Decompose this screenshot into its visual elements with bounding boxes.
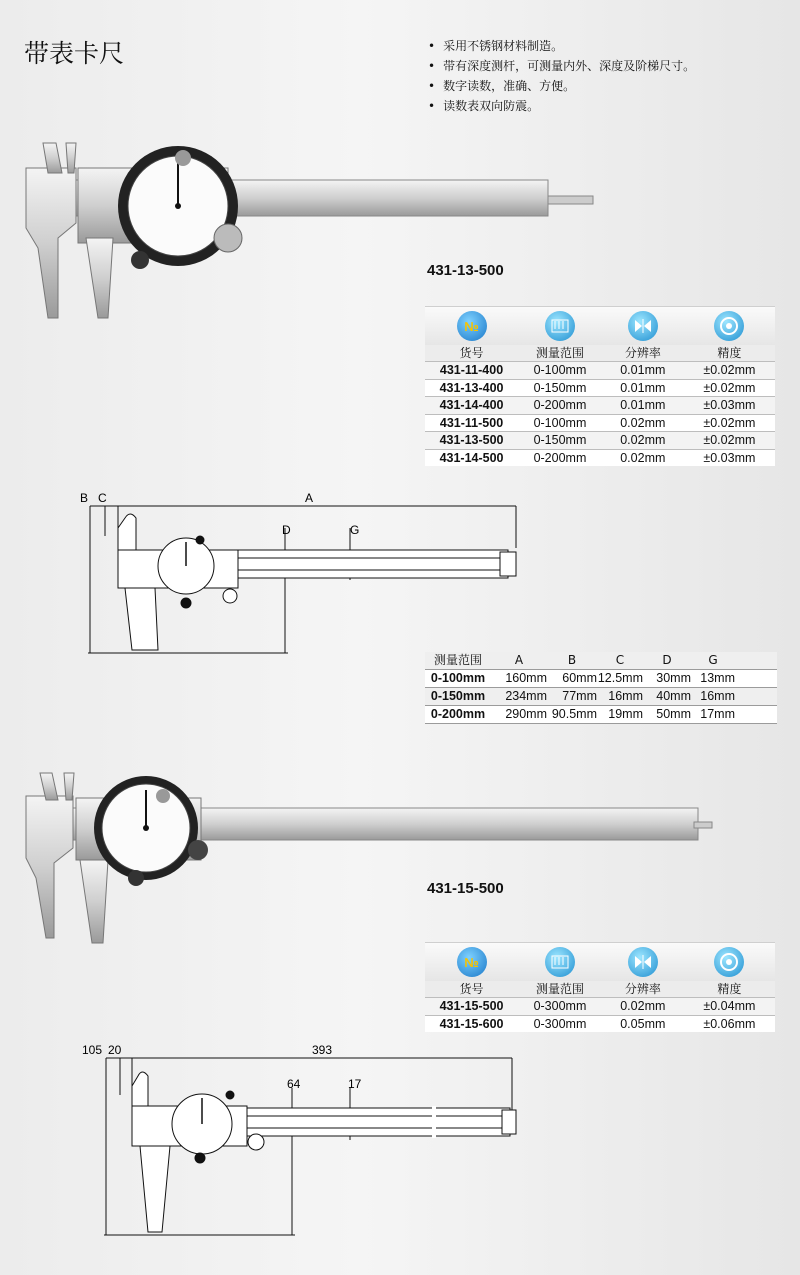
table-cell: 0-200mm — [430, 707, 486, 721]
table-cell: 60mm — [562, 671, 597, 685]
table-cell: 0.05mm — [620, 1016, 666, 1031]
dim-label-17: 17 — [348, 1077, 362, 1091]
dim-label-g: G — [350, 523, 360, 537]
number-icon: № — [457, 311, 487, 341]
column-header: 货号 — [459, 346, 484, 360]
spec-table-header — [425, 981, 775, 997]
model-number-1: 431-13-500 — [427, 262, 504, 279]
table-cell: 16mm — [700, 689, 735, 703]
table-cell: 0-100mm — [430, 671, 486, 685]
table-cell: ±0.02mm — [703, 433, 756, 447]
column-header: 测量范围 — [535, 982, 584, 996]
spec-icon-row — [425, 306, 775, 345]
table-cell: 测量范围 — [433, 653, 482, 667]
feature-item: • 采用不锈钢材料制造。 — [428, 36, 695, 56]
feature-item: • 带有深度测杆，可测量内外、深度及阶梯尺寸。 — [428, 56, 695, 76]
feature-list — [428, 36, 695, 116]
icon-cell — [518, 943, 602, 981]
icon-cell — [518, 307, 602, 345]
table-row — [425, 688, 777, 706]
icon-cell — [684, 307, 775, 345]
table-cell: 431-14-400 — [439, 398, 504, 412]
table-cell: B — [567, 653, 577, 667]
table-cell: ±0.03mm — [703, 450, 756, 465]
feature-item: • 数字读数，准确、方便。 — [428, 76, 695, 96]
dim-label-64: 64 — [287, 1077, 301, 1091]
model-number-2: 431-15-500 — [427, 880, 504, 897]
table-cell: 431-13-400 — [439, 380, 504, 395]
icon-cell — [425, 943, 518, 981]
table-cell: ±0.04mm — [703, 999, 756, 1013]
table-cell: D — [662, 653, 672, 667]
table-cell: 431-15-600 — [439, 1016, 504, 1031]
column-header: 测量范围 — [535, 346, 584, 360]
table-row — [425, 414, 775, 432]
column-header: 分辨率 — [624, 982, 661, 996]
table-row — [425, 361, 775, 379]
table-cell: 0-150mm — [533, 380, 587, 395]
number-icon: № — [457, 947, 487, 977]
table-cell: 0-150mm — [533, 433, 587, 447]
table-cell: 0-100mm — [533, 363, 587, 377]
table-cell: 0.02mm — [620, 450, 666, 465]
table-cell: 431-13-500 — [439, 433, 504, 447]
spec-table-body — [425, 997, 775, 1032]
table-cell: 234mm — [505, 689, 547, 703]
icon-cell — [425, 307, 518, 345]
dim-label-c: C — [98, 491, 107, 505]
spec-table-header — [425, 345, 775, 361]
table-cell: 0-300mm — [533, 999, 587, 1013]
accuracy-icon — [714, 947, 744, 977]
table-cell: 0.02mm — [620, 999, 666, 1013]
table-cell: 17mm — [700, 707, 735, 721]
table-cell: A — [514, 653, 524, 667]
dimension-diagram-1 — [70, 488, 530, 660]
table-cell: 50mm — [656, 707, 691, 721]
column-header: 货号 — [459, 982, 484, 996]
table-cell: 0.02mm — [620, 415, 666, 430]
table-cell: 19mm — [608, 707, 643, 721]
column-header: 精度 — [717, 982, 742, 996]
dimensions-table — [425, 652, 777, 724]
resolution-icon — [628, 311, 658, 341]
table-row — [425, 431, 775, 449]
icon-cell — [602, 307, 684, 345]
spec-icon-row — [425, 942, 775, 981]
table-row — [425, 379, 775, 397]
table-cell: 30mm — [656, 671, 691, 685]
table-cell: 13mm — [700, 671, 735, 685]
resolution-icon — [628, 947, 658, 977]
range-icon — [545, 947, 575, 977]
range-icon — [545, 311, 575, 341]
table-cell: 0.01mm — [620, 363, 666, 377]
table-cell: 431-11-500 — [439, 415, 504, 430]
table-cell: 0-200mm — [533, 450, 587, 465]
accuracy-icon — [714, 311, 744, 341]
table-cell: 0-200mm — [533, 398, 587, 412]
table-cell: 0.01mm — [620, 380, 666, 395]
table-cell: G — [708, 653, 718, 667]
dim-label-d: D — [282, 523, 291, 537]
dim-label-a: A — [305, 491, 314, 505]
dial-caliper-photo-1 — [18, 128, 598, 328]
table-cell: ±0.06mm — [703, 1016, 756, 1031]
spec-table-body — [425, 361, 775, 466]
table-cell: 16mm — [608, 689, 643, 703]
icon-cell — [602, 943, 684, 981]
dim-label-105: 105 — [82, 1043, 103, 1057]
table-cell: 290mm — [505, 707, 547, 721]
table-cell: ±0.02mm — [703, 363, 756, 377]
column-header: 分辨率 — [624, 346, 661, 360]
table-cell: 0.01mm — [620, 398, 666, 412]
table-cell: 77mm — [562, 689, 597, 703]
dimension-diagram-2 — [70, 1040, 530, 1240]
table-cell: 0.02mm — [620, 433, 666, 447]
table-cell: 90.5mm — [551, 707, 597, 721]
dim-label-b: B — [80, 491, 89, 505]
table-cell: ±0.02mm — [703, 380, 756, 395]
table-row — [425, 396, 775, 414]
dim-label-393: 393 — [312, 1043, 333, 1057]
icon-cell — [684, 943, 775, 981]
table-cell: ±0.02mm — [703, 415, 756, 430]
page-title: 带表卡尺 — [24, 39, 125, 68]
table-row — [425, 670, 777, 688]
dim-label-20: 20 — [108, 1043, 122, 1057]
feature-item: • 读数表双向防震。 — [428, 96, 695, 116]
dial-caliper-photo-2 — [18, 768, 718, 948]
table-cell: C — [615, 653, 625, 667]
table-row — [425, 449, 775, 467]
table-cell: 160mm — [505, 671, 547, 685]
table-cell: 12.5mm — [597, 671, 643, 685]
table-row — [425, 706, 777, 724]
table-cell: 431-15-500 — [439, 999, 504, 1013]
table-row — [425, 997, 775, 1015]
table-cell: 40mm — [656, 689, 691, 703]
dimensions-header — [425, 652, 777, 670]
table-cell: 431-14-500 — [439, 450, 504, 465]
spec-table-1 — [425, 306, 775, 466]
table-cell: 0-150mm — [430, 689, 486, 703]
table-row — [425, 1015, 775, 1033]
table-cell: ±0.03mm — [703, 398, 756, 412]
table-cell: 0-300mm — [533, 1016, 587, 1031]
table-cell: 0-100mm — [533, 415, 587, 430]
column-header: 精度 — [717, 346, 742, 360]
spec-table-2 — [425, 942, 775, 1032]
table-cell: 431-11-400 — [439, 363, 504, 377]
